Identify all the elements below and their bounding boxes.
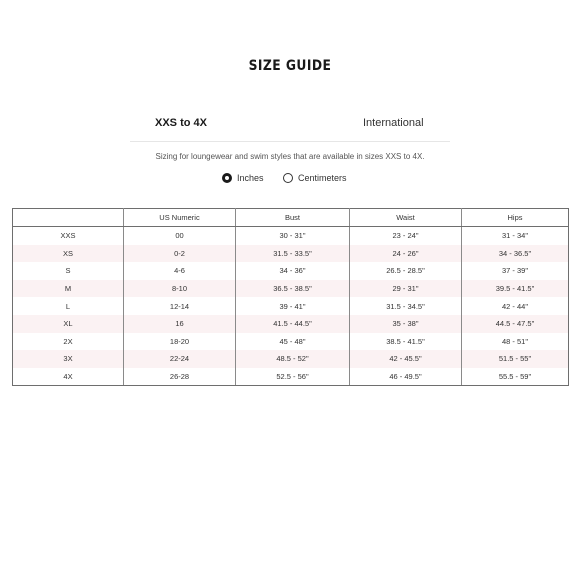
table-row — [13, 227, 569, 245]
table-row — [13, 350, 569, 368]
divider — [130, 141, 450, 142]
cell-waist: 35 - 38" — [350, 315, 462, 333]
cell-us-numeric: 26-28 — [124, 368, 236, 386]
cell-hips: 51.5 - 55" — [462, 350, 569, 368]
radio-unchecked-icon — [283, 173, 293, 183]
cell-bust: 45 - 48" — [236, 333, 350, 351]
cell-waist: 46 - 49.5" — [350, 368, 462, 386]
table-row — [13, 262, 569, 280]
table-header-row — [13, 209, 569, 227]
table-row — [13, 333, 569, 351]
radio-centimeters[interactable] — [283, 171, 347, 185]
cell-bust: 36.5 - 38.5" — [236, 280, 350, 298]
cell-us-numeric: 12-14 — [124, 297, 236, 315]
cell-size: 2X — [13, 333, 124, 351]
page-title: SIZE GUIDE — [248, 58, 332, 74]
cell-bust: 31.5 - 33.5" — [236, 245, 350, 263]
unit-selector — [0, 171, 580, 185]
radio-label-centimeters: Centimeters — [298, 173, 347, 183]
cell-hips: 55.5 - 59" — [462, 368, 569, 386]
cell-size: M — [13, 280, 124, 298]
cell-us-numeric: 18-20 — [124, 333, 236, 351]
cell-hips: 39.5 - 41.5" — [462, 280, 569, 298]
header-size — [13, 209, 124, 227]
cell-bust: 48.5 - 52" — [236, 350, 350, 368]
radio-inches[interactable] — [222, 171, 264, 185]
radio-checked-icon — [222, 173, 232, 183]
table-row — [13, 297, 569, 315]
cell-us-numeric: 22-24 — [124, 350, 236, 368]
cell-bust: 41.5 - 44.5" — [236, 315, 350, 333]
cell-waist: 24 - 26" — [350, 245, 462, 263]
table-row — [13, 245, 569, 263]
cell-hips: 48 - 51" — [462, 333, 569, 351]
cell-waist: 31.5 - 34.5" — [350, 297, 462, 315]
cell-size: 3X — [13, 350, 124, 368]
cell-hips: 42 - 44" — [462, 297, 569, 315]
cell-hips: 31 - 34" — [462, 227, 569, 245]
table-row — [13, 280, 569, 298]
table-row — [13, 315, 569, 333]
cell-us-numeric: 00 — [124, 227, 236, 245]
cell-us-numeric: 4-6 — [124, 262, 236, 280]
tab-international[interactable]: International — [363, 117, 424, 129]
cell-bust: 30 - 31" — [236, 227, 350, 245]
header-hips: Hips — [462, 209, 569, 227]
cell-hips: 44.5 - 47.5" — [462, 315, 569, 333]
cell-size: S — [13, 262, 124, 280]
cell-us-numeric: 0-2 — [124, 245, 236, 263]
header-waist: Waist — [350, 209, 462, 227]
table-row — [13, 368, 569, 386]
cell-bust: 52.5 - 56" — [236, 368, 350, 386]
cell-size: 4X — [13, 368, 124, 386]
size-guide-description: Sizing for loungewear and swim styles that are available in sizes XXS to 4X. — [155, 152, 425, 161]
cell-us-numeric: 8-10 — [124, 280, 236, 298]
cell-size: XS — [13, 245, 124, 263]
cell-bust: 39 - 41" — [236, 297, 350, 315]
cell-waist: 26.5 - 28.5" — [350, 262, 462, 280]
cell-hips: 34 - 36.5" — [462, 245, 569, 263]
cell-waist: 38.5 - 41.5" — [350, 333, 462, 351]
size-chart-table — [12, 208, 569, 386]
size-range-tabs — [0, 116, 580, 130]
cell-waist: 29 - 31" — [350, 280, 462, 298]
cell-size: XL — [13, 315, 124, 333]
tab-xxs-to-4x[interactable]: XXS to 4X — [155, 117, 207, 129]
cell-us-numeric: 16 — [124, 315, 236, 333]
cell-hips: 37 - 39" — [462, 262, 569, 280]
cell-size: L — [13, 297, 124, 315]
header-bust: Bust — [236, 209, 350, 227]
cell-waist: 42 - 45.5" — [350, 350, 462, 368]
cell-waist: 23 - 24" — [350, 227, 462, 245]
radio-label-inches: Inches — [237, 173, 264, 183]
header-us-numeric: US Numeric — [124, 209, 236, 227]
cell-size: XXS — [13, 227, 124, 245]
cell-bust: 34 - 36" — [236, 262, 350, 280]
